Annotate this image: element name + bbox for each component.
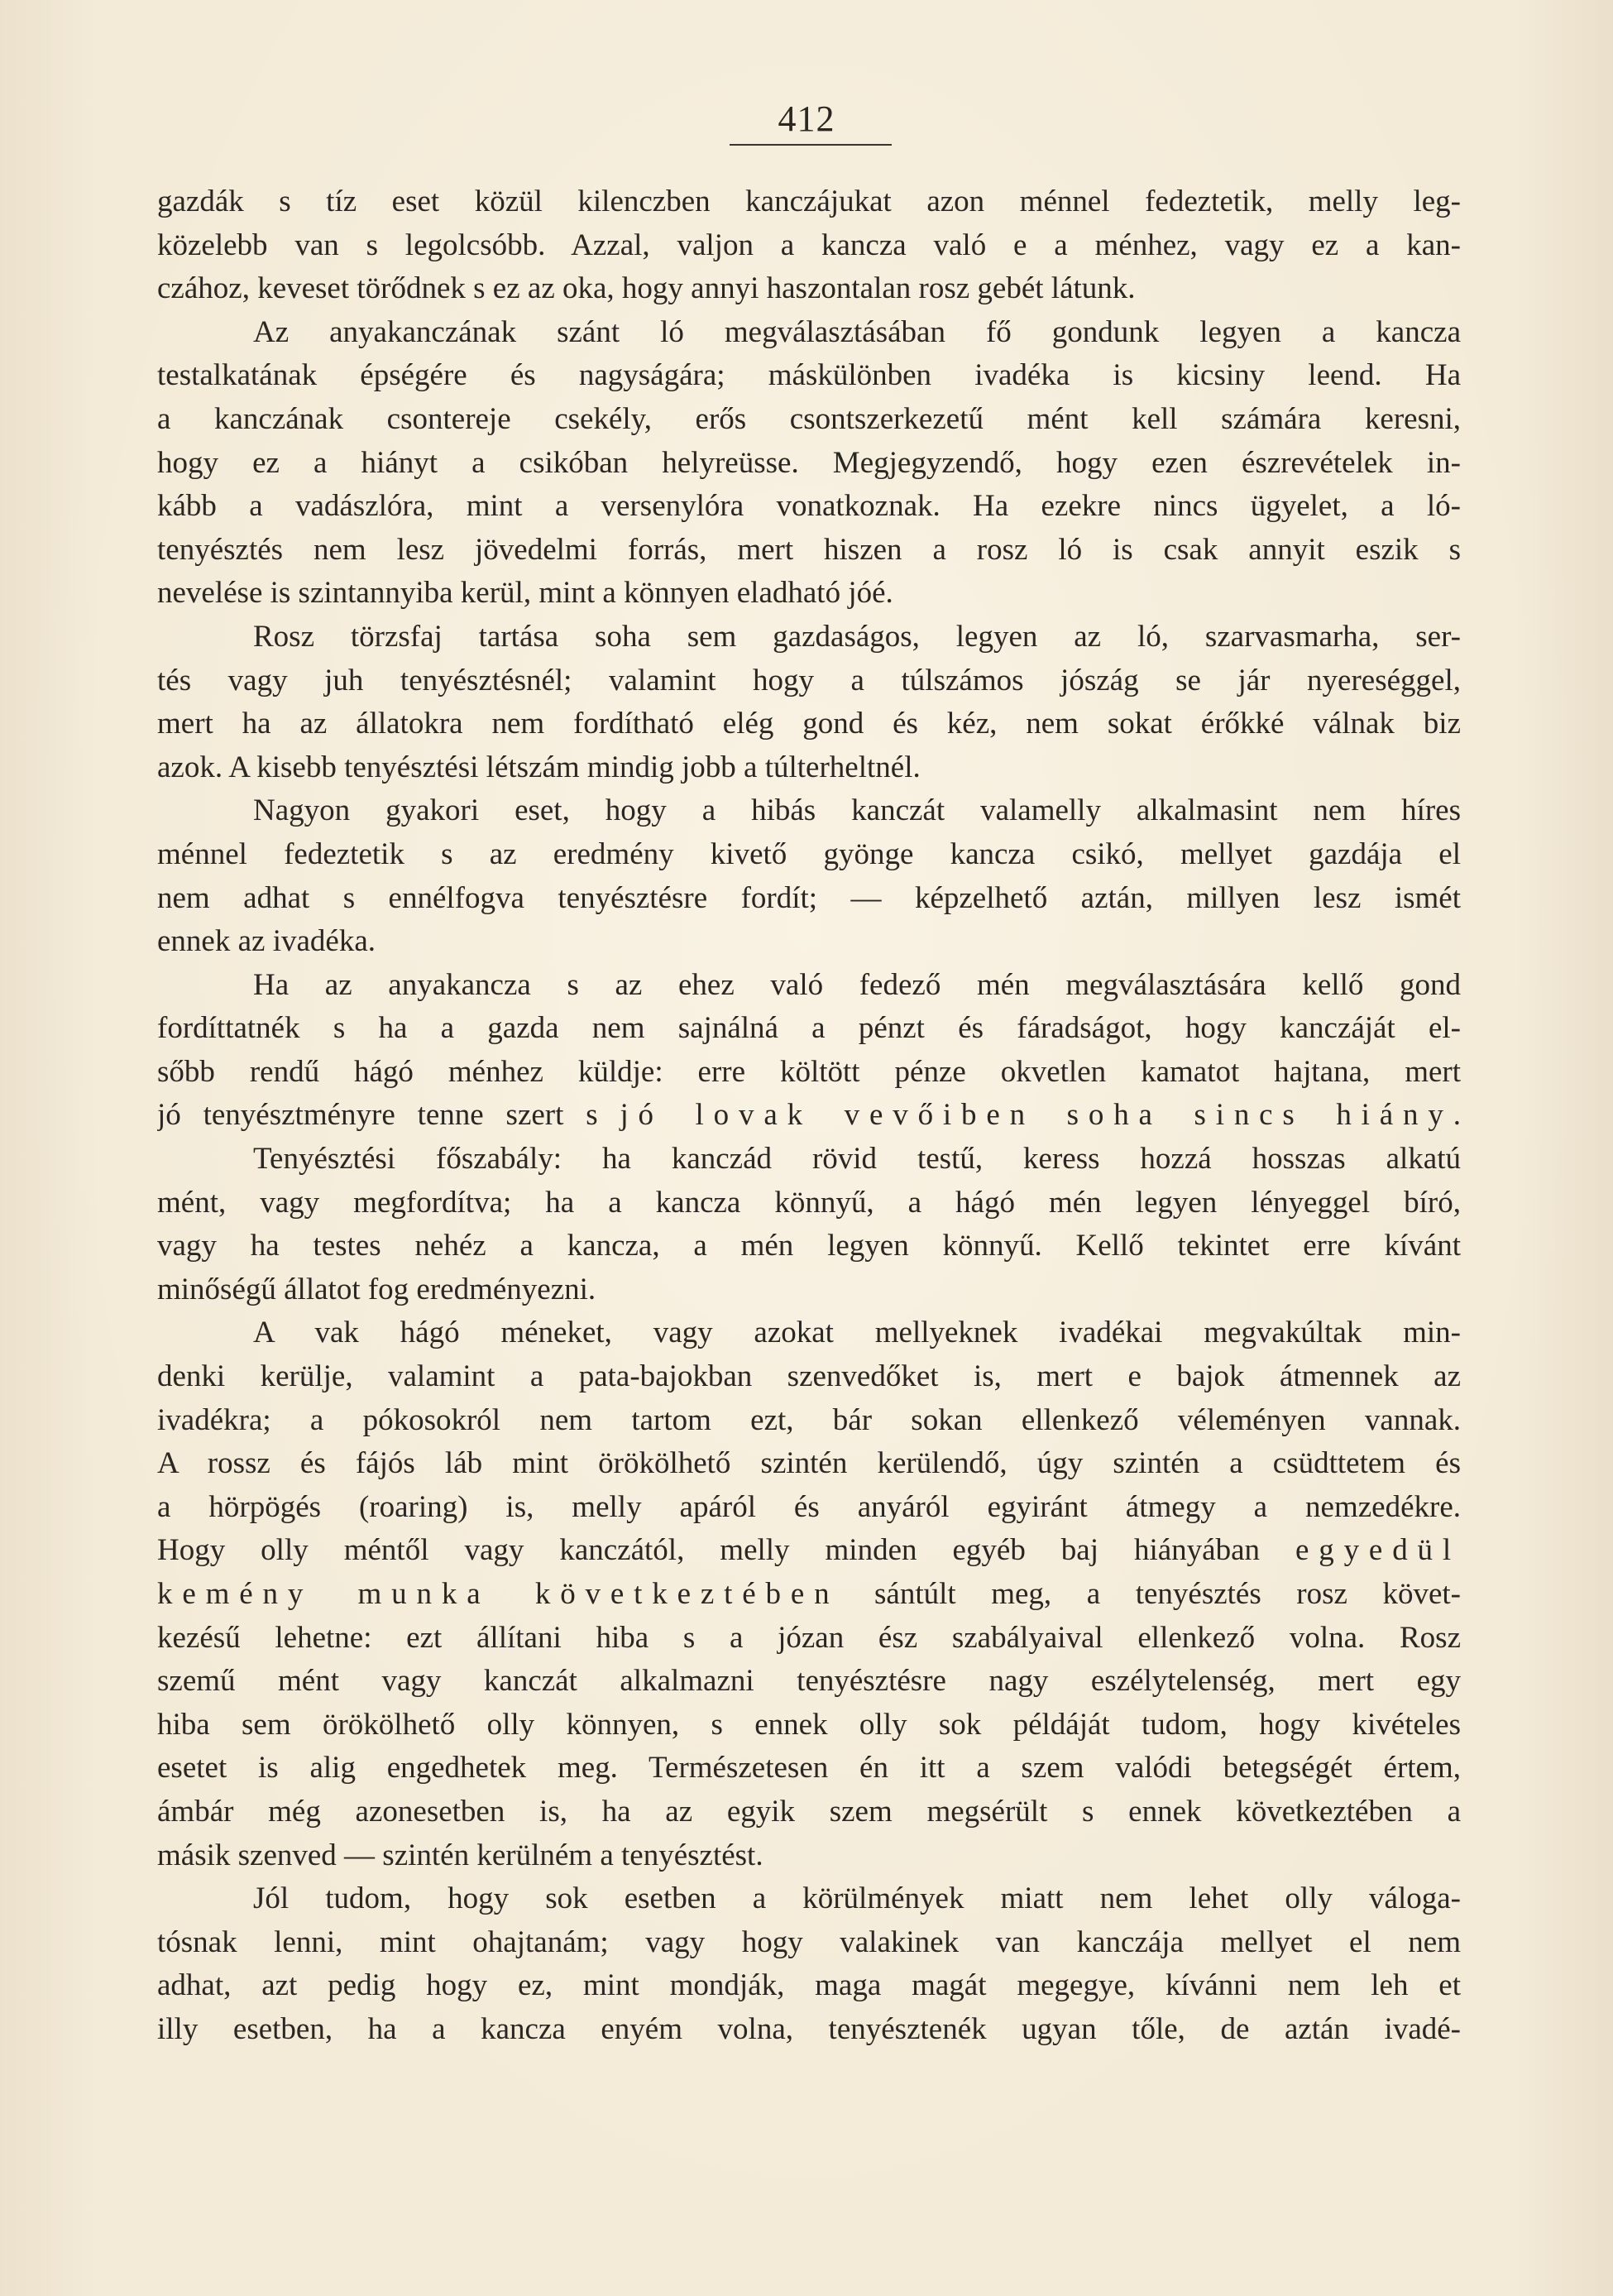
text-line-content: gazdák s tíz eset közül kilenczben kanczájukat azon ménnel fedeztetik, melly leg- (157, 185, 1461, 218)
text-line-content: tés vagy juh tenyésztésnél; valamint hogy a túlszámos jószág se jár nyereséggel, (157, 663, 1461, 697)
text-line-content: ennek az ivadéka. (157, 924, 376, 959)
text-line (157, 1529, 1461, 1573)
text-line (157, 659, 1461, 703)
text-line (157, 1704, 1461, 1747)
text-line-content: Jól tudom, hogy sok esetben a körülmények miatt nem lehet olly válogа- (253, 1881, 1461, 1916)
text-line-content: Ha az anyakancza s az ehez való fedező mén megválasztására kellő gond (253, 967, 1461, 1002)
text-line (157, 1486, 1461, 1530)
text-line-content: A rossz és fájós láb mint örökölhető szintén kerülendő, úgy szintén a csüdttetem és (157, 1446, 1461, 1481)
text-line (157, 1311, 1461, 1355)
text-line-content: adhat, azt pedig hogy ez, mint mondják, maga magát megegye, kívánni nem leh et (157, 1968, 1461, 2003)
text-line (157, 1617, 1461, 1661)
text-line-content: közelebb van s legolcsóbb. Azzal, valjon a kancza való e a ménhez, vagy ez a kan- (157, 228, 1461, 262)
text-line (157, 1225, 1461, 1268)
text-line-content: kezésű lehetne: ezt állítani hiba s a józan ész szabályaival ellenkező volna. Rosz (157, 1620, 1461, 1655)
text-line-content: nem adhat s ennélfogva tenyésztésre fordít; — képzelhető aztán, millyen lesz ismét (157, 880, 1461, 915)
text-line (157, 1182, 1461, 1225)
text-line-content: ámbár még azonesetben is, ha az egyik szem megsérült s ennek következtében a (157, 1794, 1461, 1829)
page-number: 412 (778, 98, 835, 139)
text-line-content: fordíttatnék s ha a gazda nem sajnálná a pénzt és fáradságot, hogy kanczáját el- (157, 1011, 1461, 1046)
text-line (157, 1094, 1461, 1138)
text-line-content: Rosz törzsfaj tartása soha sem gazdaságos, legyen az ló, szarvasmarha, ser- (253, 619, 1461, 654)
text-line-content: ivadékra; a pókosokról nem tartom ezt, bár sokan ellenkező véleményen vannak. (157, 1402, 1461, 1437)
text-line (157, 1921, 1461, 1965)
text-line-content: mént, vagy megfordítva; ha a kancza könnyű, a hágó mén legyen lényeggel bíró, (157, 1185, 1461, 1220)
text-line (157, 789, 1461, 833)
text-line-content: nevelése is szintannyiba kerül, mint a könnyen eladható jóé. (157, 576, 893, 611)
text-line (157, 485, 1461, 529)
text-line-content: illy esetben, ha a kancza enyém volna, tenyésztenék ugyan tőle, de aztán ivadé- (157, 2011, 1461, 2046)
text-line-tail: sántúlt meg, a tenyésztés rosz követ- (839, 1577, 1461, 1611)
text-line (157, 1007, 1461, 1051)
text-line (157, 1877, 1461, 1921)
text-line (157, 877, 1461, 921)
text-line-content: Hogy olly méntől vagy kanczától, melly minden egyéb baj hiányában (157, 1533, 1295, 1568)
text-line (157, 1573, 1461, 1617)
text-line (157, 616, 1461, 659)
text-line-content: jó tenyésztményre tenne szert s (157, 1098, 620, 1133)
text-line (157, 224, 1461, 268)
text-line (157, 398, 1461, 442)
text-line (157, 529, 1461, 573)
text-line (157, 1442, 1461, 1486)
text-line-content: minőségű állatot fog eredményezni. (157, 1272, 596, 1306)
text-line (157, 1138, 1461, 1182)
text-line-content: szemű mént vagy kanczát alkalmazni tenyésztésre nagy eszélytelenség, mert egy (157, 1664, 1461, 1699)
text-line (157, 920, 1461, 964)
text-line (157, 1790, 1461, 1834)
body-text (157, 180, 1461, 2052)
text-line-content: mert ha az állatokra nem fordítható elég gond és kéz, nem sokat érőkké válnak biz (157, 707, 1461, 741)
text-line (157, 572, 1461, 616)
text-line (157, 311, 1461, 355)
text-line-content: másik szenved — szintén kerülném a tenyésztést. (157, 1838, 763, 1872)
text-line (157, 442, 1461, 486)
text-line (157, 964, 1461, 1008)
text-line (157, 746, 1461, 790)
text-line-content: Az anyakanczának szánt ló megválasztásában fő gondunk legyen a kancza (253, 314, 1461, 349)
text-line-content: denki kerülje, valamint a pata-bajokban szenvedőket is, mert e bajok átmennek az (157, 1359, 1461, 1394)
text-line-content: testalkatának épségére és nagyságára; máskülönben ivadéka is kicsiny leend. Ha (157, 358, 1461, 393)
emphasized-spaced-text: kemény munka következtében (157, 1577, 840, 1611)
text-line-content: tenyésztés nem lesz jövedelmi forrás, mert hiszen a rosz ló is csak annyit eszik s (157, 532, 1461, 567)
text-line (157, 1747, 1461, 1790)
text-line-content: tósnak lenni, mint ohajtanám; vagy hogy valakinek van kanczája mellyet el nem (157, 1925, 1461, 1959)
text-line-content: hogy ez a hiányt a csikóban helyreüsse. Megjegyzendő, hogy ezen észrevételek in- (157, 445, 1461, 480)
text-line (157, 267, 1461, 311)
text-line-content: hiba sem örökölhető olly könnyen, s ennek olly sok példáját tudom, hogy kivételes (157, 1707, 1461, 1742)
text-line (157, 1399, 1461, 1443)
text-line-content: Nagyon gyakori eset, hogy a hibás kanczát valamelly alkalmasint nem híres (253, 793, 1461, 828)
text-line-content: azok. A kisebb tenyésztési létszám mindig jobb a túlterheltnél. (157, 750, 921, 784)
page-number-rule (730, 144, 892, 146)
text-line-content: kább a vadászlóra, mint a versenylóra vonatkoznak. Ha ezekre nincs ügyelet, a ló- (157, 489, 1461, 524)
text-line (157, 2008, 1461, 2052)
text-line-content: ménnel fedeztetik s az eredmény kivető gyönge kancza csikó, mellyet gazdája el (157, 836, 1461, 871)
text-line-content: a hörpögés (roaring) is, melly apáról és anyáról egyiránt átmegy a nemzedékre. (157, 1489, 1461, 1524)
text-line (157, 180, 1461, 224)
text-line-content: Tenyésztési főszabály: ha kanczád rövid testű, keress hozzá hosszas alkatú (253, 1142, 1461, 1177)
text-line-content: vagy ha testes nehéz a kancza, a mén legyen könnyű. Kellő tekintet erre kívánt (157, 1229, 1461, 1263)
text-line-content: A vak hágó méneket, vagy azokat mellyeknek ivadékai megvakúltak min- (253, 1316, 1461, 1350)
text-line (157, 1834, 1461, 1878)
text-line (157, 1355, 1461, 1399)
text-line-content: esetet is alig engedhetek meg. Természetesen én itt a szem valódi betegségét értem, (157, 1751, 1461, 1786)
text-line-tail: . (1453, 1098, 1461, 1133)
text-line-content: a kanczának csontereje csekély, erős csontszerkezetű mént kell számára keresni, (157, 401, 1461, 436)
text-line-content: sőbb rendű hágó ménhez küldje: erre költött pénze okvetlen kamatot hajtana, mert (157, 1054, 1461, 1089)
text-line (157, 1051, 1461, 1095)
emphasized-spaced-text: jó lovak vevőiben soha sincs hiány (620, 1098, 1453, 1133)
text-line (157, 1660, 1461, 1704)
text-line-content: czához, keveset törődnek s ez az oka, hogy annyi haszontalan rosz gebét látunk. (157, 271, 1136, 306)
emphasized-spaced-text: egyedül (1295, 1533, 1461, 1568)
text-line (157, 1268, 1461, 1312)
text-line (157, 702, 1461, 746)
text-line (157, 354, 1461, 398)
text-line (157, 1964, 1461, 2008)
text-line (157, 833, 1461, 877)
